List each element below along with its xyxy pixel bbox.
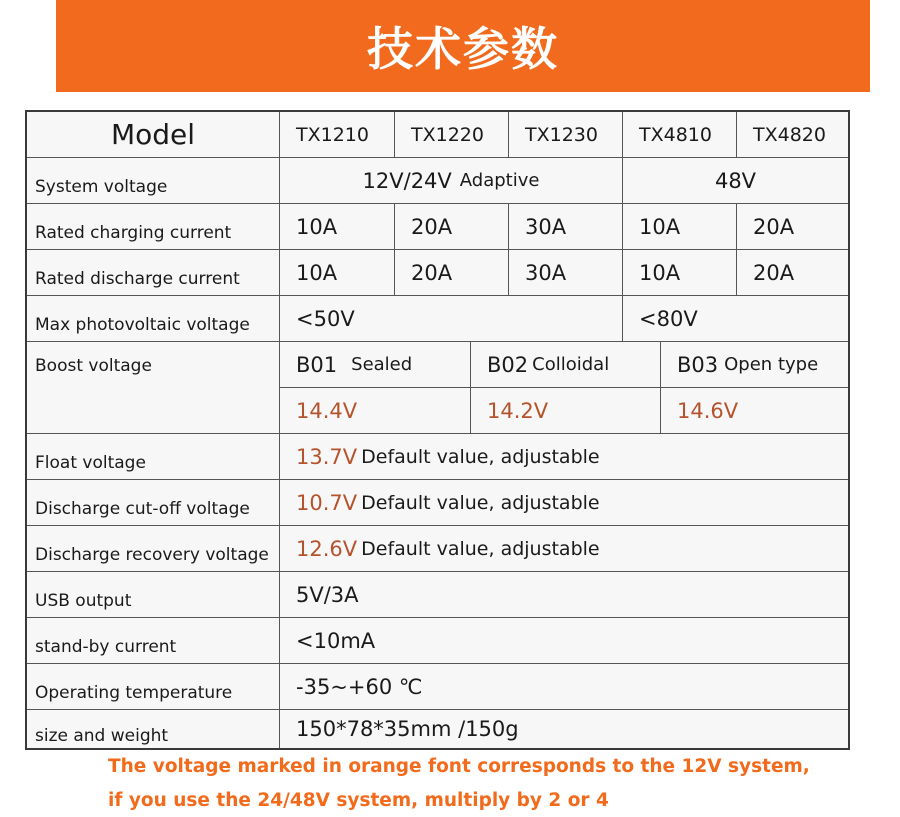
boost-name: Colloidal bbox=[532, 354, 610, 375]
table-row-standby bbox=[27, 618, 848, 664]
table-row-float bbox=[27, 434, 848, 480]
boost-value: 14.6V bbox=[660, 388, 848, 434]
boost-types-row bbox=[280, 342, 848, 388]
value-cell bbox=[280, 434, 848, 479]
table-row-usb bbox=[27, 572, 848, 618]
table-row-max-pv bbox=[27, 296, 848, 342]
row-label: USB output bbox=[27, 572, 280, 617]
value-cell: 10A bbox=[622, 250, 736, 295]
table-row-recovery bbox=[27, 526, 848, 572]
value-cell: -35~+60 ℃ bbox=[296, 674, 423, 699]
row-label: stand-by current bbox=[27, 618, 280, 663]
value-cell: 10A bbox=[622, 204, 736, 249]
row-label: Rated discharge current bbox=[27, 250, 280, 295]
row-label: Operating temperature bbox=[27, 664, 280, 709]
model-label: Model bbox=[27, 112, 280, 157]
value-cell: 30A bbox=[508, 250, 622, 295]
table-row-rated-discharge bbox=[27, 250, 848, 296]
table-row-rated-charging bbox=[27, 204, 848, 250]
row-label: size and weight bbox=[27, 710, 280, 748]
table-row-model bbox=[27, 112, 848, 158]
boost-name: Open type bbox=[724, 354, 819, 375]
boost-values-row bbox=[280, 388, 848, 434]
boost-value: 14.4V bbox=[296, 399, 358, 423]
boost-type bbox=[660, 342, 848, 387]
table-row-cutoff bbox=[27, 480, 848, 526]
model-cell: TX4820 bbox=[736, 112, 848, 157]
boost-type bbox=[470, 342, 660, 387]
boost-code: B01 bbox=[296, 352, 338, 377]
page-title: 技术参数 bbox=[367, 22, 559, 76]
row-label: Rated charging current bbox=[27, 204, 280, 249]
value-cell: 20A bbox=[394, 250, 508, 295]
system-voltage-note: Adaptive bbox=[459, 170, 540, 191]
model-cell: TX1210 bbox=[296, 123, 369, 146]
value-cell: 20A bbox=[736, 250, 848, 295]
recovery-note: Default value, adjustable bbox=[361, 537, 600, 560]
cutoff-note: Default value, adjustable bbox=[361, 491, 600, 514]
boost-code: B03 bbox=[677, 352, 719, 377]
row-label: Max photovoltaic voltage bbox=[27, 296, 280, 341]
value-cell bbox=[280, 480, 848, 525]
recovery-value: 12.6V bbox=[296, 536, 358, 561]
value-cell: 5V/3A bbox=[296, 582, 359, 607]
value-cell: <80V bbox=[622, 296, 848, 341]
value-cell: 20A bbox=[736, 204, 848, 249]
model-cell: TX1220 bbox=[394, 112, 508, 157]
table-row-size-weight bbox=[27, 710, 848, 748]
title-banner bbox=[56, 0, 870, 92]
table-row-boost bbox=[27, 342, 848, 434]
value-cell: 10A bbox=[296, 214, 338, 239]
boost-value: 14.2V bbox=[470, 388, 660, 434]
boost-label: Boost voltage bbox=[35, 356, 152, 376]
boost-type bbox=[280, 342, 470, 387]
cutoff-value: 10.7V bbox=[296, 490, 358, 515]
footer-note-line1: The voltage marked in orange font corresponds to the 12V system, bbox=[108, 756, 810, 777]
row-label: System voltage bbox=[27, 158, 280, 203]
float-value: 13.7V bbox=[296, 444, 358, 469]
row-label: Discharge recovery voltage bbox=[27, 526, 280, 571]
value-cell: 20A bbox=[394, 204, 508, 249]
value-cell bbox=[280, 526, 848, 571]
boost-code: B02 bbox=[487, 352, 529, 377]
value-cell: 10A bbox=[296, 260, 338, 285]
model-cell: TX1230 bbox=[508, 112, 622, 157]
system-voltage-group2: 48V bbox=[622, 158, 848, 203]
value-cell: 30A bbox=[508, 204, 622, 249]
system-voltage-group1 bbox=[280, 158, 622, 203]
value-cell: <50V bbox=[296, 306, 355, 331]
system-voltage-value: 12V/24V bbox=[362, 168, 452, 193]
row-label: Discharge cut-off voltage bbox=[27, 480, 280, 525]
spec-table bbox=[25, 110, 850, 750]
row-label bbox=[27, 342, 280, 433]
row-label: Float voltage bbox=[27, 434, 280, 479]
float-note: Default value, adjustable bbox=[361, 445, 600, 468]
boost-name: Sealed bbox=[351, 354, 413, 375]
table-row-temperature bbox=[27, 664, 848, 710]
footer-note-line2: if you use the 24/48V system, multiply by 2 or 4 bbox=[108, 790, 609, 811]
table-row-system-voltage bbox=[27, 158, 848, 204]
value-cell: <10mA bbox=[296, 628, 376, 653]
model-cell: TX4810 bbox=[622, 112, 736, 157]
value-cell: 150*78*35mm /150g bbox=[296, 717, 519, 741]
